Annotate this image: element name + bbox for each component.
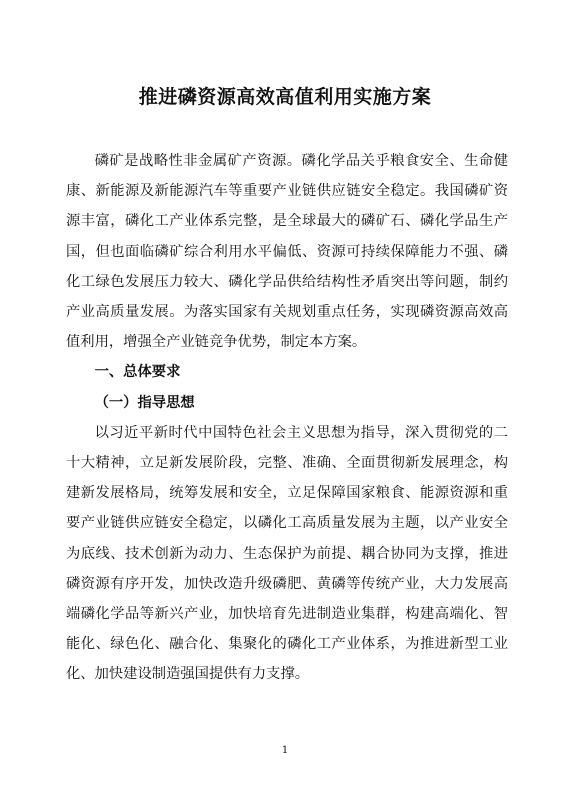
document-title: 推进磷资源高效高值利用实施方案 (138, 86, 432, 108)
section-heading: 一、总体要求 (94, 364, 181, 381)
intro-paragraph: 磷矿是战略性非金属矿产资源。磷化学品关乎粮食安全、生命健康、新能源及新能源汽车等重要产业链供应链安全稳定。我国磷矿资源丰富，磷化工产业体系完整，是全球最大的磷矿石、磷化学品生产国，但也面临磷矿综合利用水平偏低、资源可持续保障能力不强、磷化工绿色发展压力较大、磷化学品供给结构性矛盾突出等问题，制约产业高质量发展。为落实国家有关规划重点任务，实现磷资源高效高值利用，增强全产业链竞争优势，制定本方案。 (66, 153, 508, 351)
subsection-heading: （一）指导思想 (94, 394, 195, 411)
document-body (66, 146, 508, 690)
page-number: 1 (281, 745, 289, 756)
guiding-paragraph: 以习近平新时代中国特色社会主义思想为指导，深入贯彻党的二十大精神，立足新发展阶段，完整、准确、全面贯彻新发展理念，构建新发展格局，统筹发展和安全，立足保障国家粮食、能源资源和重要产业链供应链安全稳定，以磷化工高质量发展为主题，以产业安全为底线、技术创新为动力、生态保护为前提、耦合协同为支撑，推进磷资源有序开发，加快改造升级磷肥、黄磷等传统产业，大力发展高端磷化学品等新兴产业，加快培育先进制造业集群，构建高端化、智能化、绿色化、融合化、集聚化的磷化工产业体系，为推进新型工业化、加快建设制造强国提供有力支撑。 (66, 424, 508, 683)
